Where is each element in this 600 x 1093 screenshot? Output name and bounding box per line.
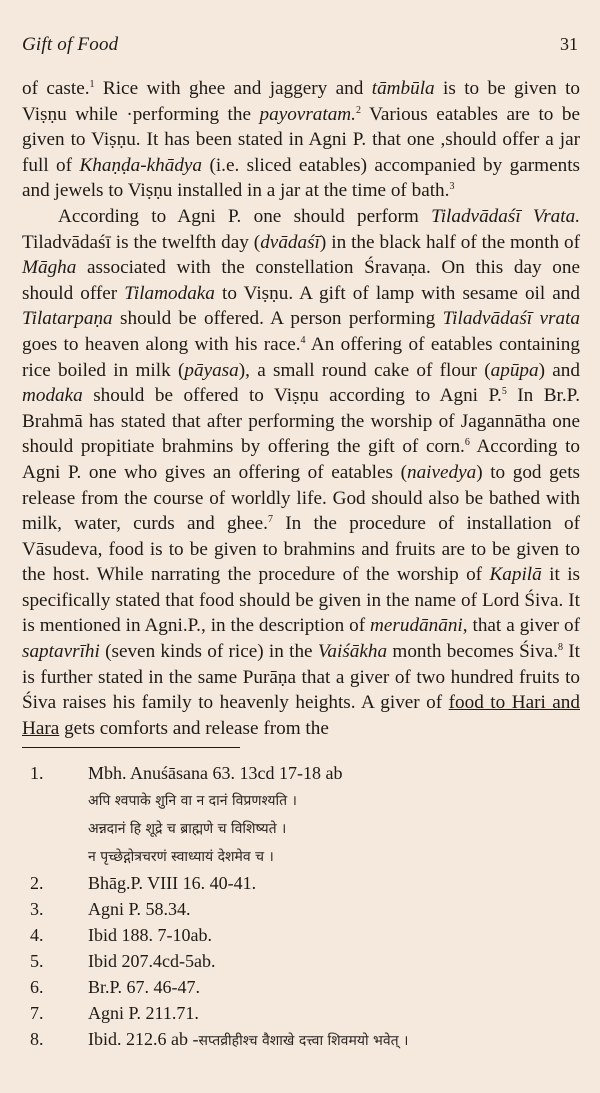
sanskrit-verse: अपि श्वपाके शुनि वा न दानं विप्रणश्यति । bbox=[88, 793, 297, 810]
footnote-ref: 3 bbox=[449, 181, 455, 193]
footnote-text bbox=[88, 1026, 580, 1054]
footnote-number: 5. bbox=[30, 951, 44, 972]
text-run: (i.e. sliced eatables) accompanied by garments and jewels to Viṣṇu installed in a jar at the time of bath. bbox=[22, 154, 580, 202]
italic-term: Tiladvādaśī Vrata. bbox=[431, 205, 580, 227]
sanskrit-verse: न पृच्छेद्गोत्रचरणं स्वाध्यायं देशमेव च । bbox=[88, 849, 274, 866]
footnote-text bbox=[88, 948, 580, 974]
footnote-ref: 7 bbox=[267, 514, 273, 526]
italic-term: merudānāni bbox=[370, 615, 463, 637]
citation: Agni P. 58.34. bbox=[88, 899, 191, 920]
footnote-line bbox=[22, 814, 580, 842]
italic-term: Tilatarpaṇa bbox=[22, 308, 113, 330]
footnote-number: 4. bbox=[30, 925, 44, 946]
italic-term: dvādaśī bbox=[260, 231, 320, 253]
footnote-number: 1. bbox=[30, 763, 44, 784]
italic-term: payovratam. bbox=[259, 103, 356, 125]
sanskrit-verse: अन्नदानं हि शूद्रे च ब्राह्मणे च विशिष्यते । bbox=[88, 821, 287, 838]
citation: Mbh. Anuśāsana 63. 13cd 17-18 ab bbox=[88, 763, 343, 784]
running-header bbox=[22, 34, 580, 66]
italic-term: Kapilā bbox=[489, 564, 542, 586]
footnote-text bbox=[88, 786, 580, 814]
paragraph-1 bbox=[22, 76, 580, 204]
footnote-line bbox=[22, 842, 580, 870]
citation: Ibid 188. 7-10ab. bbox=[88, 925, 212, 946]
text-run: ) in the black half of the month of bbox=[319, 231, 580, 253]
citation: Bhāg.P. VIII 16. 40-41. bbox=[88, 873, 257, 894]
footnote-ref: 2 bbox=[355, 104, 361, 116]
text-run: According to Agni P. one should perform bbox=[58, 205, 432, 227]
footnote-rule bbox=[22, 747, 240, 748]
text-run: An offering of eatables containing rice boiled in milk ( bbox=[22, 333, 580, 381]
running-title: Gift of Food bbox=[22, 34, 119, 55]
text-run: According to Agni P. one who gives an offering of eatables ( bbox=[22, 436, 580, 483]
footnote-line bbox=[22, 974, 580, 1000]
footnote-text bbox=[88, 814, 580, 842]
text-run: ) to god gets release from the course of worldly life. God should also be bathed with milk, water, curds and ghee. bbox=[22, 461, 580, 535]
text-run: month becomes Śiva. bbox=[387, 641, 558, 663]
footnote-line bbox=[22, 786, 580, 814]
footnote-text bbox=[88, 842, 580, 870]
italic-term: Tiladvādaśī vrata bbox=[442, 308, 580, 330]
text-run: should be offered. A person performing bbox=[112, 308, 443, 330]
citation: Ibid 207.4cd-5ab. bbox=[88, 951, 216, 972]
footnote-line bbox=[22, 760, 580, 786]
text-run: gets comforts and release from the bbox=[59, 717, 329, 739]
sanskrit-verse: सप्तव्रीहीश्च वैशाखे दत्त्वा शिवमयो भवेत् । bbox=[198, 1033, 409, 1050]
footnotes bbox=[22, 760, 580, 1054]
italic-term: tāmbūla bbox=[371, 78, 435, 99]
italic-term: Vaiśākha bbox=[317, 641, 388, 663]
text-run: ) and bbox=[538, 359, 580, 381]
footnote-number bbox=[22, 842, 88, 870]
text-run: (seven kinds of rice) in the bbox=[99, 641, 318, 663]
text-run: should be offered to Viṣṇu according to Agni P. bbox=[82, 385, 502, 407]
footnote-text bbox=[88, 922, 580, 948]
italic-term: pāyasa bbox=[184, 359, 239, 381]
footnote-ref: 1 bbox=[89, 79, 95, 90]
text-run: Tiladvādaśī is the twelfth day ( bbox=[22, 231, 261, 253]
footnote-number: 8. bbox=[30, 1029, 44, 1050]
footnote-ref: 5 bbox=[501, 386, 507, 398]
text-run: , that a giver of bbox=[462, 615, 580, 637]
italic-term: Tilamodaka bbox=[124, 282, 215, 304]
footnote-number bbox=[22, 814, 88, 842]
text-run: is to be given to Viṣṇu while ·performing the bbox=[22, 78, 580, 125]
footnote-line bbox=[22, 870, 580, 896]
text-run: Rice with ghee and jaggery and bbox=[94, 78, 372, 99]
footnote-number: 7. bbox=[30, 1003, 44, 1024]
footnote-line bbox=[22, 1000, 580, 1026]
italic-term: Khaṇḍa-khādya bbox=[79, 154, 203, 176]
footnote-line bbox=[22, 948, 580, 974]
footnote-line bbox=[22, 922, 580, 948]
text-run: of caste. bbox=[22, 78, 90, 99]
footnote-text bbox=[88, 1000, 580, 1026]
footnote-number: 2. bbox=[30, 873, 44, 894]
footnote-ref: 6 bbox=[464, 437, 470, 449]
italic-term: apūpa bbox=[490, 359, 539, 381]
page-number: 31 bbox=[560, 34, 578, 54]
text-run: associated with the constellation Śravaṇa. On this day one should offer bbox=[22, 257, 580, 304]
text-run: goes to heaven along with his race. bbox=[22, 333, 301, 355]
footnote-text bbox=[88, 974, 580, 1000]
footnote-number: 6. bbox=[30, 977, 44, 998]
citation: Ibid. 212.6 ab - bbox=[88, 1029, 199, 1050]
text-run: In Br.P. Brahmā has stated that after performing the worship of Jagannātha one should propitiate brahmins by offering the gift of corn. bbox=[22, 385, 581, 458]
text-run: In the procedure of installation of Vāsudeva, food is to be given to brahmins and fruits are to be given to the host. While narrating the procedure of the worship of bbox=[22, 513, 580, 586]
footnote-number bbox=[22, 786, 88, 814]
footnote-text bbox=[88, 870, 580, 896]
text-run: to Viṣṇu. A gift of lamp with sesame oil and bbox=[214, 282, 581, 304]
text-run: It is further stated in the same Purāṇa that a giver of two hundred fruits to Śiva raises his family to heavenly heights. A giver of bbox=[22, 641, 580, 714]
footnote-line bbox=[22, 1026, 580, 1054]
italic-term: naivedya bbox=[406, 461, 477, 483]
italic-term: modaka bbox=[22, 385, 83, 407]
text-run: Various eatables are to be given to Viṣṇu. It has been stated in Agni P. that one ,should offer a jar full of bbox=[22, 103, 580, 176]
italic-term: Māgha bbox=[22, 257, 77, 279]
footnote-ref: 8 bbox=[558, 642, 563, 654]
citation: Br.P. 67. 46-47. bbox=[88, 977, 201, 998]
italic-term: saptavrīhi bbox=[22, 641, 100, 663]
footnote-number: 3. bbox=[30, 899, 44, 920]
footnote-line bbox=[22, 896, 580, 922]
footnote-text bbox=[88, 896, 580, 922]
paragraph-2 bbox=[22, 204, 580, 741]
underlined-text: food to Hari and Hara bbox=[22, 692, 580, 739]
text-run: ), a small round cake of flour ( bbox=[238, 359, 491, 381]
citation: Agni P. 211.71. bbox=[88, 1003, 199, 1024]
text-run: it is specifically stated that food should be given in the name of Lord Śiva. It is mentioned in Agni.P., in the description of bbox=[22, 564, 580, 637]
body-text bbox=[22, 76, 580, 741]
footnote-text bbox=[88, 760, 580, 786]
footnote-ref: 4 bbox=[300, 334, 306, 346]
